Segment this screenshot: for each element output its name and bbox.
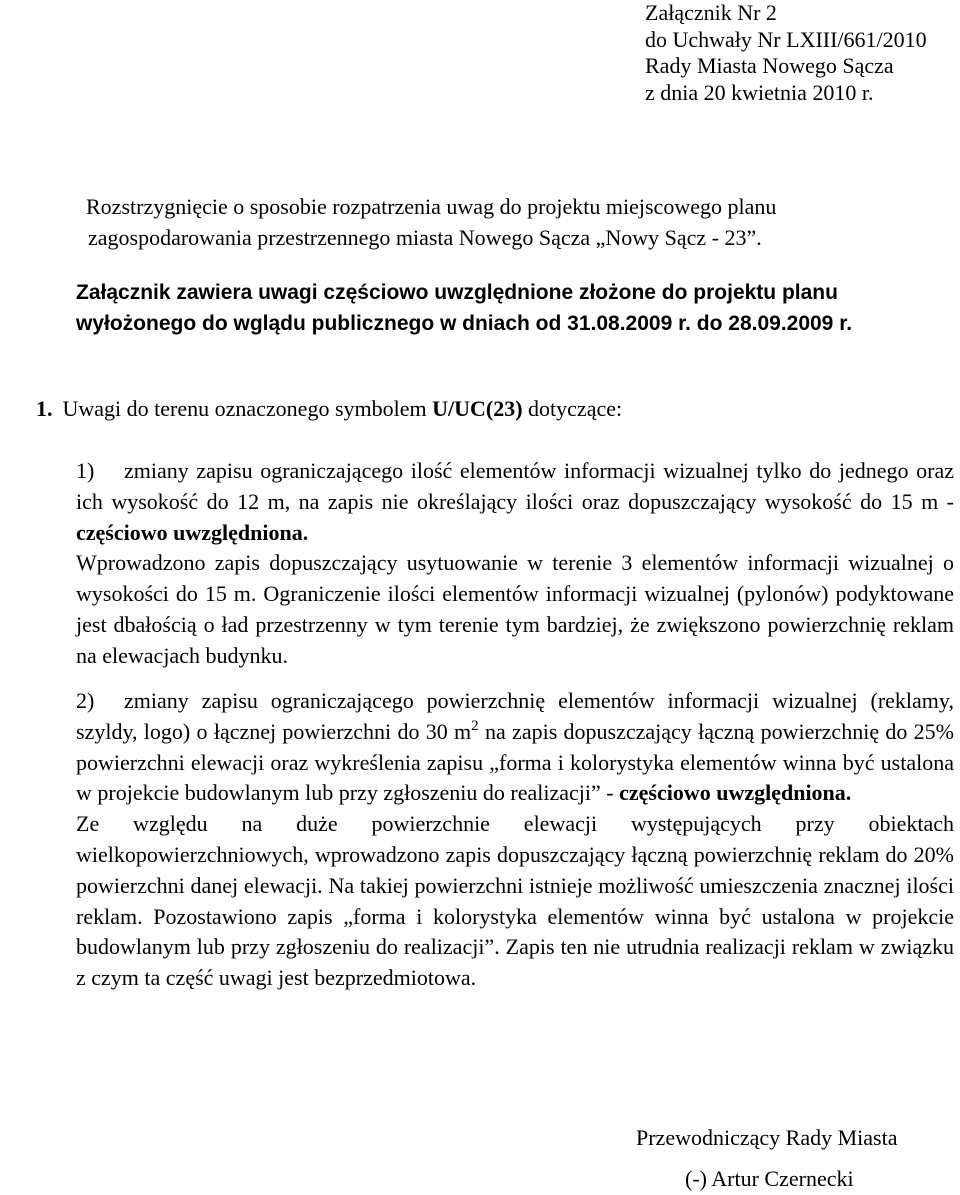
document-title (86, 191, 776, 253)
note-line-1: Załącznik zawiera uwagi częściowo uwzględnione złożone do projektu planu (76, 281, 838, 304)
remark-item-1 (76, 456, 954, 672)
header-line-1: Załącznik Nr 2 (645, 0, 777, 25)
remark-description: zmiany zapisu ograniczającego powierzchnię elementów informacji wizualnej (reklamy, szyldy, logo) o łącznej powierzchni do 30 m (76, 688, 954, 744)
remark-verdict: częściowo uwzględniona. (76, 519, 309, 545)
zone-symbol: U/UC(23) (432, 396, 523, 421)
attachment-note (76, 278, 956, 339)
signature-role: Przewodniczący Rady Miasta (636, 1125, 898, 1150)
title-line-2: zagospodarowania przestrzennego miasta Nowego Sącza „Nowy Sącz - 23”. (88, 225, 762, 250)
remark-response: Ze względu na duże powierzchnie elewacji występujących przy obiektach wielkopowierzchniowych, wprowadzono zapis dopuszczający łączną powierzchnię reklam do 20% powierzchni danej elewacji. Na takiej powierzchni istnieje możliwość umieszczenia znacznej ilości reklam. Pozostawiono zapis „forma i kolorystyka elementów winna być ustalona w projekcie budowlanym lub przy zgłoszeniu do realizacji”. Zapis ten nie utrudnia realizacji reklam w związku z czym ta część uwagi jest bezprzedmiotowa. (76, 811, 954, 991)
remark-item-2 (76, 686, 954, 994)
item-marker: 1) (76, 458, 95, 483)
header-line-4: z dnia 20 kwietnia 2010 r. (645, 79, 874, 105)
attachment-header (645, 0, 927, 106)
remark-verdict: częściowo uwzględniona. (619, 780, 852, 806)
remark-description-cont: na zapis dopuszczający łączną powierzchnię do 25% powierzchni elewacji oraz wykreślenia zapisu „forma i kolorystyka elementów winna być ustalona w projekcie budowlanym lub przy zgłoszeniu do realizacji” - (76, 718, 955, 806)
section-heading (36, 393, 622, 424)
header-line-3: Rady Miasta Nowego Sącza (645, 53, 894, 78)
signature-name: (-) Artur Czernecki (685, 1166, 854, 1191)
header-line-2: do Uchwały Nr LXIII/661/2010 (645, 26, 927, 52)
remark-description: zmiany zapisu ograniczającego ilość elementów informacji wizualnej tylko do jednego oraz ich wysokość do 12 m, na zapis nie określający ilości oraz dopuszczający wysokość do 15 m - (76, 458, 954, 514)
remark-text (76, 686, 954, 809)
remark-response: Wprowadzono zapis dopuszczający usytuowanie w terenie 3 elementów informacji wizualnej o wysokości do 15 m. Ograniczenie ilości elementów informacji wizualnej (pylonów) podyktowane jest dbałością o ład przestrzenny w tym terenie tym bardziej, że zwiększono powierzchnię reklam na elewacjach budynku. (76, 550, 954, 668)
item-marker: 2) (76, 688, 95, 713)
section-intro-end: dotyczące: (528, 396, 623, 421)
note-line-2: wyłożonego do wglądu publicznego w dniach od 31.08.2009 r. do 28.09.2009 r. (76, 311, 853, 335)
section-number: 1. (36, 396, 53, 421)
remark-text (76, 456, 954, 548)
section-intro: Uwagi do terenu oznaczonego symbolem (62, 396, 427, 421)
title-line-1: Rozstrzygnięcie o sposobie rozpatrzenia uwag do projektu miejscowego planu (86, 194, 777, 219)
superscript: 2 (471, 717, 479, 734)
